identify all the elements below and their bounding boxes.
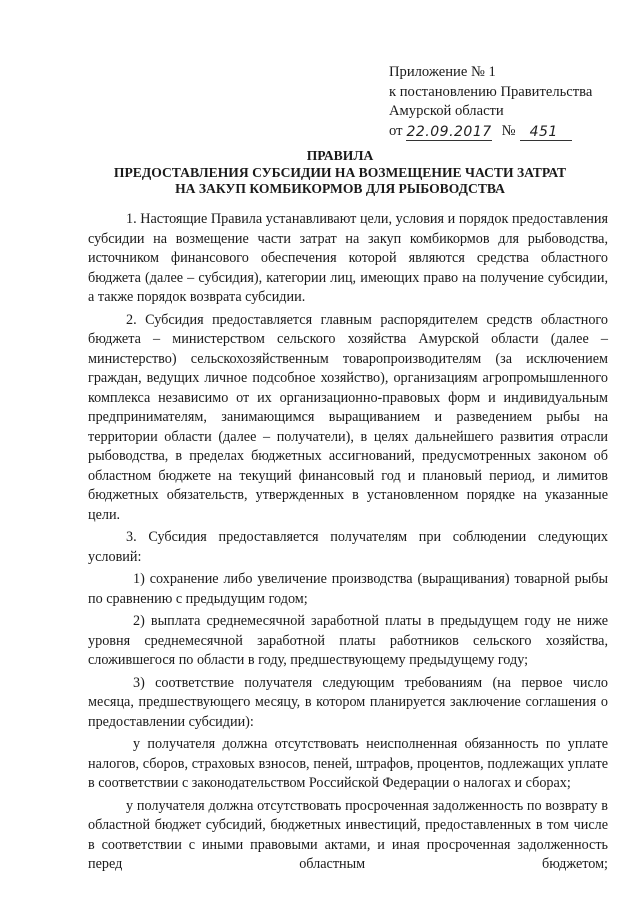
number-prefix: № [501,122,516,139]
appendix-header [389,63,629,141]
paragraph-2: 2. Субсидия предоставляется главным распорядителем средств областного бюджета – министерством сельского хозяйства Амурской области (далее – министерство) сельскохозяйственным товаропроизводителям (за исключением граждан, ведущих личное подсобное хозяйство), организациям агропромышленного комплекса независимо от их организационно-правовых форм и индивидуальным предпринимателям, занимающимся выращиванием и разведением рыбы на территории области (далее – получатели), в целях дальнейшего развития отрасли рыбоводства, в пределах бюджетных ассигнований, предусмотренных законом об областном бюджете на текущий финансовый год и плановый период, и лимитов бюджетных обязательств, утвержденных в установленном порядке на указанные цели. [88,311,608,523]
condition-2: 2) выплата среднемесячной заработной платы в предыдущем году не ниже уровня среднемесячной заработной платы работников сельского хозяйства, сложившегося по области в году, предшествующему предыдущему году; [88,613,608,668]
title-line: ПРАВИЛА [306,148,374,163]
requirement-2: у получателя должна отсутствовать просроченная задолженность по возврату в областной бюджет субсидий, бюджетных инвестиций, предоставленных в том числе в соответствии с иными правовыми актами, и иная просроченная задолженность перед областным бюджетом; [88,797,608,872]
handwritten-number: 451 [520,124,572,141]
condition-3: 3) соответствие получателя следующим требованиям (на первое число месяца, предшествующего месяцу, в котором планируется заключение соглашения о предоставлении субсидии): [88,674,608,730]
condition-1: 1) сохранение либо увеличение производства (выращивания) товарной рыбы по сравнению с предыдущим годом; [88,571,608,607]
document-body [88,210,608,875]
title-line: ПРЕДОСТАВЛЕНИЯ СУБСИДИИ НА ВОЗМЕЩЕНИЕ ЧАСТИ ЗАТРАТ [113,164,567,180]
title-line: НА ЗАКУП КОМБИКОРМОВ ДЛЯ РЫБОВОДСТВА [175,181,505,196]
appendix-line: к постановлению Правительства [389,83,593,100]
appendix-date-line [389,122,629,142]
requirement-1: у получателя должна отсутствовать неисполненная обязанность по уплате налогов, сборов, страховых взносов, пеней, штрафов, процентов, подлежащих уплате в соответствии с законодательством Российской Федерации о налогах и сборах; [88,736,608,791]
handwritten-date: 22.09.2017 [406,124,492,140]
date-prefix: от [389,122,403,139]
document-title [60,148,620,198]
paragraph-1: 1. Настоящие Правила устанавливают цели, условия и порядок предоставления субсидии на возмещение части затрат на закуп комбикормов для рыбоводства, источником финансового обеспечения которой являются средства областного бюджета (далее – субсидия), категории лиц, имеющих право на получение субсидии, а также порядок возврата субсидии. [88,211,608,305]
appendix-line: Приложение № 1 [389,64,496,80]
appendix-line: Амурской области [389,103,504,119]
paragraph-3: 3. Субсидия предоставляется получателям при соблюдении следующих условий: [88,529,608,565]
